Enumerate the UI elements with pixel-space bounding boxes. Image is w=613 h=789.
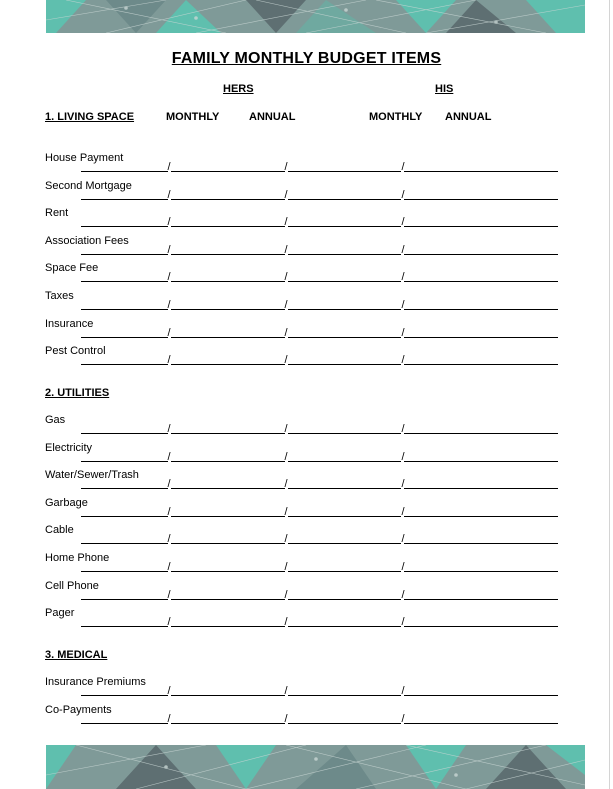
hers-monthly-field[interactable] bbox=[81, 516, 168, 517]
budget-item-label: Electricity bbox=[45, 441, 93, 454]
footer-banner-image bbox=[46, 745, 585, 789]
field-separator: / bbox=[284, 423, 288, 435]
budget-item-label: Home Phone bbox=[45, 552, 110, 564]
field-separator: / bbox=[284, 588, 288, 601]
field-separator: / bbox=[401, 450, 405, 463]
his-monthly-field[interactable] bbox=[288, 516, 401, 517]
field-separator: / bbox=[401, 271, 405, 284]
field-separator: / bbox=[167, 505, 171, 518]
field-separator: / bbox=[167, 354, 171, 367]
hers-monthly-field[interactable] bbox=[81, 199, 168, 200]
hers-annual-field[interactable] bbox=[171, 254, 285, 255]
hers-annual-field[interactable] bbox=[171, 171, 285, 172]
his-annual-field[interactable] bbox=[404, 433, 558, 434]
hers-annual-header: ANNUAL bbox=[249, 111, 296, 123]
field-separator: / bbox=[167, 216, 171, 229]
field-separator: / bbox=[401, 299, 405, 311]
his-monthly-field[interactable] bbox=[288, 488, 401, 489]
his-annual-header: ANNUAL bbox=[445, 111, 492, 123]
hers-annual-field[interactable] bbox=[171, 309, 285, 310]
field-separator: / bbox=[167, 561, 171, 573]
field-separator: / bbox=[401, 478, 405, 491]
budget-item-label: Pest Control bbox=[45, 345, 106, 358]
budget-item-label: Co-Payments bbox=[45, 703, 112, 716]
hers-annual-field[interactable] bbox=[171, 599, 285, 600]
hers-annual-field[interactable] bbox=[171, 433, 285, 434]
field-separator: / bbox=[284, 561, 288, 573]
his-monthly-header: MONTHLY bbox=[369, 111, 423, 123]
his-monthly-field[interactable] bbox=[288, 599, 401, 600]
section-heading: 3. MEDICAL bbox=[45, 649, 108, 661]
field-separator: / bbox=[401, 561, 405, 573]
his-monthly-field[interactable] bbox=[288, 309, 401, 310]
field-separator: / bbox=[401, 161, 405, 173]
field-separator: / bbox=[401, 616, 405, 629]
budget-item-label: Space Fee bbox=[45, 262, 99, 275]
hers-annual-field[interactable] bbox=[171, 723, 285, 724]
hers-annual-field[interactable] bbox=[171, 488, 285, 489]
field-separator: / bbox=[401, 216, 405, 229]
field-separator: / bbox=[401, 423, 405, 435]
budget-item-label: Cell Phone bbox=[45, 579, 99, 592]
field-separator: / bbox=[401, 243, 405, 256]
field-separator: / bbox=[284, 271, 288, 284]
his-monthly-field[interactable] bbox=[288, 254, 401, 255]
field-separator: / bbox=[167, 326, 171, 339]
his-annual-field[interactable] bbox=[404, 309, 558, 310]
his-annual-field[interactable] bbox=[404, 723, 558, 724]
field-separator: / bbox=[401, 685, 405, 697]
budget-item-label: Gas bbox=[45, 414, 66, 426]
field-separator: / bbox=[167, 243, 171, 256]
his-monthly-field[interactable] bbox=[288, 337, 401, 338]
his-monthly-field[interactable] bbox=[288, 364, 401, 365]
budget-item-label: Cable bbox=[45, 524, 74, 537]
hers-monthly-field[interactable] bbox=[81, 488, 168, 489]
section-heading: 2. UTILITIES bbox=[45, 387, 110, 399]
field-separator: / bbox=[167, 712, 171, 725]
his-annual-field[interactable] bbox=[404, 226, 558, 227]
budget-item-label: Pager bbox=[45, 607, 75, 620]
hers-monthly-field[interactable] bbox=[81, 571, 168, 572]
budget-item-label: Insurance Premiums bbox=[45, 676, 146, 688]
hers-monthly-field[interactable] bbox=[81, 171, 168, 172]
hers-monthly-field[interactable] bbox=[81, 461, 168, 462]
hers-annual-field[interactable] bbox=[171, 571, 285, 572]
hers-monthly-field[interactable] bbox=[81, 695, 168, 696]
header-banner-image bbox=[46, 0, 585, 33]
budget-item-label: Garbage bbox=[45, 496, 88, 509]
section-heading: 1. LIVING SPACE bbox=[45, 111, 135, 123]
hers-annual-field[interactable] bbox=[171, 337, 285, 338]
his-column-header: HIS bbox=[435, 83, 454, 95]
document-title: FAMILY MONTHLY BUDGET ITEMS bbox=[171, 50, 442, 67]
field-separator: / bbox=[284, 478, 288, 491]
field-separator: / bbox=[284, 354, 288, 367]
his-annual-field[interactable] bbox=[404, 695, 558, 696]
field-separator: / bbox=[167, 533, 171, 546]
field-separator: / bbox=[167, 478, 171, 491]
hers-monthly-field[interactable] bbox=[81, 543, 168, 544]
field-separator: / bbox=[284, 243, 288, 256]
hers-monthly-field[interactable] bbox=[81, 309, 168, 310]
his-annual-field[interactable] bbox=[404, 199, 558, 200]
field-separator: / bbox=[284, 533, 288, 546]
hers-monthly-field[interactable] bbox=[81, 433, 168, 434]
field-separator: / bbox=[401, 188, 405, 201]
his-monthly-field[interactable] bbox=[288, 199, 401, 200]
hers-annual-field[interactable] bbox=[171, 199, 285, 200]
hers-monthly-field[interactable] bbox=[81, 254, 168, 255]
field-separator: / bbox=[167, 450, 171, 463]
his-monthly-field[interactable] bbox=[288, 461, 401, 462]
field-separator: / bbox=[284, 616, 288, 629]
field-separator: / bbox=[401, 712, 405, 725]
field-separator: / bbox=[284, 505, 288, 518]
budget-item-label: Association Fees bbox=[45, 234, 129, 247]
his-annual-field[interactable] bbox=[404, 461, 558, 462]
his-monthly-field[interactable] bbox=[288, 281, 401, 282]
budget-item-label: Taxes bbox=[45, 290, 74, 302]
field-separator: / bbox=[167, 161, 171, 173]
field-separator: / bbox=[167, 299, 171, 311]
field-separator: / bbox=[284, 188, 288, 201]
hers-annual-field[interactable] bbox=[171, 226, 285, 227]
his-monthly-field[interactable] bbox=[288, 171, 401, 172]
hers-monthly-field[interactable] bbox=[81, 599, 168, 600]
his-annual-field[interactable] bbox=[404, 254, 558, 255]
budget-item-label: Insurance bbox=[45, 317, 94, 330]
field-separator: / bbox=[284, 450, 288, 463]
field-separator: / bbox=[284, 685, 288, 697]
hers-annual-field[interactable] bbox=[171, 543, 285, 544]
his-monthly-field[interactable] bbox=[288, 543, 401, 544]
hers-monthly-field[interactable] bbox=[81, 626, 168, 627]
his-annual-field[interactable] bbox=[404, 626, 558, 627]
hers-monthly-field[interactable] bbox=[81, 723, 168, 724]
budget-item-label: House Payment bbox=[45, 152, 124, 164]
field-separator: / bbox=[401, 588, 405, 601]
his-annual-field[interactable] bbox=[404, 171, 558, 172]
his-monthly-field[interactable] bbox=[288, 226, 401, 227]
hers-monthly-field[interactable] bbox=[81, 281, 168, 282]
his-annual-field[interactable] bbox=[404, 599, 558, 600]
field-separator: / bbox=[401, 533, 405, 546]
his-annual-field[interactable] bbox=[404, 281, 558, 282]
hers-annual-field[interactable] bbox=[171, 364, 285, 365]
his-annual-field[interactable] bbox=[404, 337, 558, 338]
his-monthly-field[interactable] bbox=[288, 571, 401, 572]
hers-column-header: HERS bbox=[223, 83, 254, 95]
field-separator: / bbox=[284, 161, 288, 173]
field-separator: / bbox=[284, 299, 288, 311]
field-separator: / bbox=[167, 616, 171, 629]
budget-item-label: Water/Sewer/Trash bbox=[45, 469, 139, 482]
field-separator: / bbox=[284, 326, 288, 339]
his-monthly-field[interactable] bbox=[288, 433, 401, 434]
hers-annual-field[interactable] bbox=[171, 626, 285, 627]
hers-monthly-field[interactable] bbox=[81, 337, 168, 338]
budget-item-label: Second Mortgage bbox=[45, 179, 132, 192]
field-separator: / bbox=[401, 505, 405, 518]
field-separator: / bbox=[167, 685, 171, 697]
field-separator: / bbox=[284, 216, 288, 229]
field-separator: / bbox=[167, 188, 171, 201]
field-separator: / bbox=[167, 271, 171, 284]
budget-item-label: Rent bbox=[45, 207, 69, 220]
his-monthly-field[interactable] bbox=[288, 695, 401, 696]
hers-annual-field[interactable] bbox=[171, 461, 285, 462]
field-separator: / bbox=[284, 712, 288, 725]
hers-monthly-field[interactable] bbox=[81, 364, 168, 365]
his-annual-field[interactable] bbox=[404, 488, 558, 489]
his-monthly-field[interactable] bbox=[288, 626, 401, 627]
field-separator: / bbox=[167, 423, 171, 435]
field-separator: / bbox=[167, 588, 171, 601]
hers-annual-field[interactable] bbox=[171, 516, 285, 517]
hers-annual-field[interactable] bbox=[171, 281, 285, 282]
his-annual-field[interactable] bbox=[404, 543, 558, 544]
his-annual-field[interactable] bbox=[404, 364, 558, 365]
hers-monthly-header: MONTHLY bbox=[166, 111, 220, 123]
his-monthly-field[interactable] bbox=[288, 723, 401, 724]
field-separator: / bbox=[401, 354, 405, 367]
field-separator: / bbox=[401, 326, 405, 339]
hers-annual-field[interactable] bbox=[171, 695, 285, 696]
his-annual-field[interactable] bbox=[404, 516, 558, 517]
his-annual-field[interactable] bbox=[404, 571, 558, 572]
hers-monthly-field[interactable] bbox=[81, 226, 168, 227]
